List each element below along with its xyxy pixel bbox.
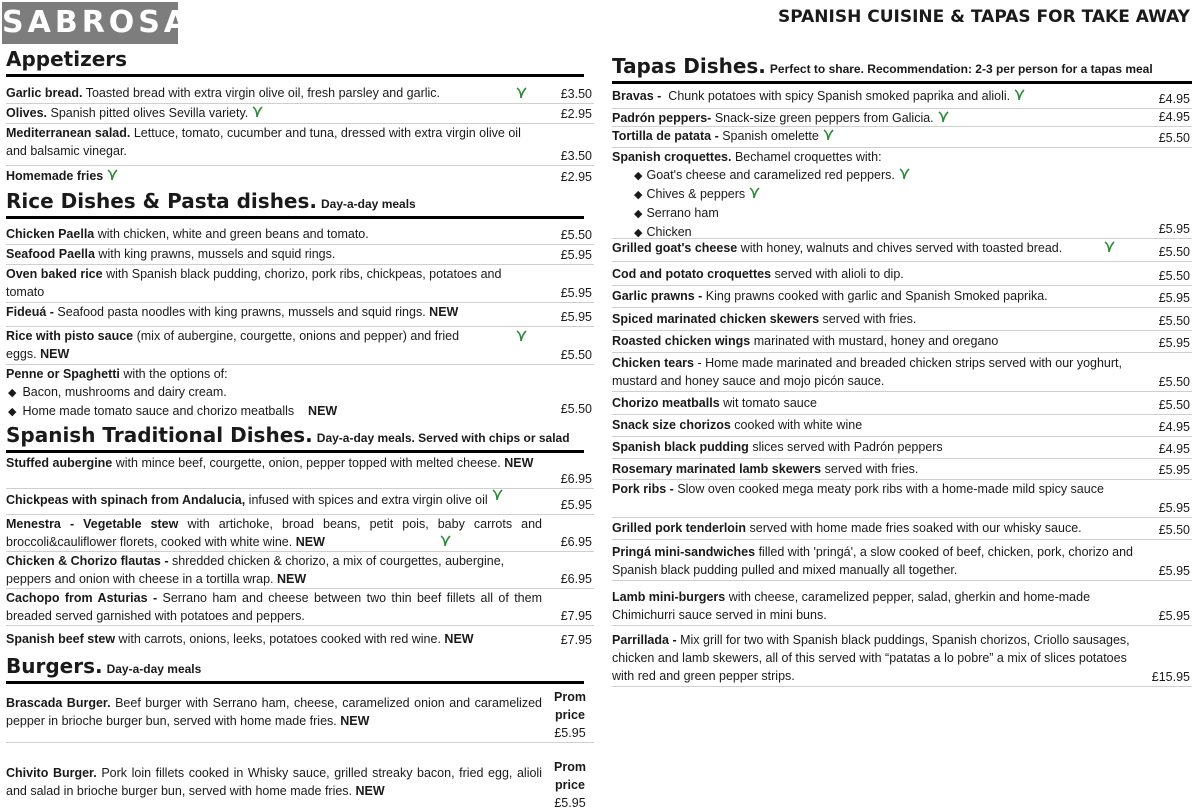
item-desc: Spanish pitted olives Sevilla variety. <box>50 106 249 120</box>
item-price: £5.95 <box>1158 564 1190 578</box>
item-name: Lamb mini-burgers <box>612 590 726 604</box>
leaf-icon <box>748 187 760 199</box>
section-title: Rice Dishes & Pasta dishes. <box>6 189 317 213</box>
leaf-icon <box>439 535 451 547</box>
item-name: Garlic prawns - <box>612 289 703 303</box>
section-subtitle: Day-a-day meals <box>106 662 202 676</box>
item-name: Stuffed aubergine <box>6 456 113 470</box>
section-rice <box>6 188 594 217</box>
item-price: £7.95 <box>560 609 592 623</box>
menu-item <box>6 552 594 589</box>
section-divider <box>6 216 584 219</box>
promo-price: Prom price £5.95 <box>554 690 586 740</box>
item-desc: with the options of: <box>123 367 228 381</box>
item-price: £4.95 <box>1158 420 1190 434</box>
item-name: Homemade fries <box>6 169 104 183</box>
option-item: ◆ Chicken <box>634 225 692 239</box>
item-desc: (mix of aubergine, courgette, onions and pepper) and fried eggs. <box>6 329 460 361</box>
leaf-icon <box>1013 89 1025 101</box>
item-price: £5.95 <box>560 248 592 262</box>
menu-item <box>6 327 594 365</box>
item-desc: Bechamel croquettes with: <box>734 150 882 164</box>
item-price: £5.50 <box>1158 314 1190 328</box>
item-price: £3.50 <box>560 149 592 163</box>
item-name: Rosemary marinated lamb skewers <box>612 462 822 476</box>
section-divider <box>6 450 584 453</box>
item-name: Pringá mini-sandwiches <box>612 545 756 559</box>
new-badge: NEW <box>429 305 459 319</box>
item-desc: with mince beef, courgette, onion, pepper topped with melted cheese. <box>115 456 501 470</box>
section-subtitle: Day-a-day meals <box>321 197 416 211</box>
menu-item <box>6 515 594 552</box>
item-desc: with honey, walnuts and chives served with toasted bread. <box>740 241 1063 255</box>
item-price: £5.50 <box>1158 245 1190 259</box>
item-price: £4.95 <box>1158 442 1190 456</box>
item-name: Spanish beef stew <box>6 632 116 646</box>
item-desc: with carrots, onions, leeks, potatoes cooked with red wine. <box>118 632 441 646</box>
menu-item <box>612 127 1192 148</box>
item-name: Padrón peppers- <box>612 111 712 125</box>
item-name: Cod and potato croquettes <box>612 267 772 281</box>
leaf-icon <box>1103 241 1115 253</box>
leaf-icon <box>937 111 949 123</box>
section-title: Appetizers <box>6 47 128 71</box>
item-name: Grilled pork tenderloin <box>612 521 747 535</box>
section-tapas <box>612 53 1192 82</box>
item-price: £5.95 <box>1158 501 1190 515</box>
item-name: Rice with pisto sauce <box>6 329 134 343</box>
item-name: Roasted chicken wings <box>612 334 751 348</box>
item-price: £5.50 <box>560 402 592 416</box>
item-price: £5.50 <box>1158 523 1190 537</box>
leaf-icon <box>251 106 263 118</box>
item-price: £2.95 <box>560 107 592 121</box>
item-price: £5.50 <box>1158 131 1190 145</box>
section-traditional <box>6 422 594 451</box>
section-title: Burgers. <box>6 654 103 678</box>
item-price: £4.95 <box>1158 110 1190 124</box>
item-desc: marinated with mustard, honey and oregano <box>753 334 999 348</box>
new-badge: NEW <box>277 572 307 586</box>
promo-price: Prom price £5.95 <box>554 760 586 810</box>
item-name: Grilled goat's cheese <box>612 241 738 255</box>
item-name: Oven baked rice <box>6 267 103 281</box>
item-desc: with artichoke, broad beans, petit pois, baby carrots and broccoli&cauliflower florets, cooked with white wine. <box>6 517 542 549</box>
menu-item <box>612 87 1192 109</box>
item-price: £4.95 <box>1158 92 1190 106</box>
item-desc: with cheese, caramelized pepper, salad, gherkin and home-made Chimichurri sauce served in mini buns. <box>612 590 1091 622</box>
item-name: Chorizo meatballs <box>612 396 720 410</box>
item-price: £5.95 <box>554 796 586 810</box>
item-desc: Toasted bread with extra virgin olive oil, fresh parsley and garlic. <box>85 86 441 100</box>
new-badge: NEW <box>355 784 385 798</box>
item-name: Menestra - Vegetable stew <box>6 517 179 531</box>
item-desc: Slow oven cooked mega meaty pork ribs with a home-made mild spicy sauce <box>677 482 1104 496</box>
item-desc: Beef burger with Serrano ham, cheese, caramelized onion and caramelized pepper in brioche burger bun, served with home made fries. <box>6 696 542 728</box>
section-appetizers <box>6 46 594 72</box>
section-burgers <box>6 653 594 682</box>
item-desc: wit tomato sauce <box>723 396 817 410</box>
menu-item <box>612 519 1192 540</box>
menu-item <box>6 455 594 489</box>
item-price: £5.50 <box>560 348 592 362</box>
section-divider <box>6 681 584 684</box>
item-name: Chicken tears <box>612 356 694 370</box>
item-name: Penne or Spaghetti <box>6 367 120 381</box>
item-name: Fideuá - <box>6 305 54 319</box>
item-price: £5.95 <box>1158 222 1190 236</box>
item-desc: Snack-size green peppers from Galicia. <box>714 111 934 125</box>
item-price: £5.95 <box>1158 609 1190 623</box>
menu-item <box>6 167 594 186</box>
item-name: Spanish black pudding <box>612 440 749 454</box>
new-badge: NEW <box>340 714 370 728</box>
new-badge: NEW <box>308 404 338 418</box>
menu-item <box>6 225 594 245</box>
item-desc: with chicken, white and green beans and tomato. <box>97 227 369 241</box>
item-price: £5.95 <box>1158 336 1190 350</box>
menu-item <box>6 104 594 124</box>
item-name: Chickpeas with spinach from Andalucia, <box>6 493 246 507</box>
section-title: Spanish Traditional Dishes. <box>6 423 313 447</box>
item-name: Spiced marinated chicken skewers <box>612 312 820 326</box>
menu-item <box>6 303 594 327</box>
item-desc: served with fries. <box>824 462 919 476</box>
item-price: £5.95 <box>1158 463 1190 477</box>
menu-item <box>612 310 1192 331</box>
menu-item <box>612 265 1192 286</box>
item-name: Snack size chorizos <box>612 418 731 432</box>
item-desc: Chunk potatoes with spicy Spanish smoked paprika and alioli. <box>668 89 1011 103</box>
leaf-icon <box>515 330 527 342</box>
leaf-icon <box>106 169 118 181</box>
section-subtitle: Perfect to share. Recommendation: 2-3 per person for a tapas meal <box>769 62 1153 76</box>
item-desc: - Home made marinated and breaded chicken strips served with our yoghurt, mustard and honey sauce and mojo picón sauce. <box>612 356 1122 388</box>
item-desc: Lettuce, tomato, cucumber and tuna, dressed with extra virgin olive oil and balsamic vinegar. <box>6 126 521 158</box>
new-badge: NEW <box>40 347 70 361</box>
item-desc: cooked with white wine <box>734 418 863 432</box>
item-desc: Serrano ham and cheese between two thin beef fillets all of them breaded served garnished with potatoes and peppers. <box>6 591 543 623</box>
item-desc: Seafood pasta noodles with king prawns, mussels and squid rings. <box>57 305 426 319</box>
item-desc: filled with 'pringá', a slow cooked of beef, chicken, pork, chorizo and Spanish black pudding pulled and mixed manually all together. <box>612 545 1133 577</box>
item-name: Olives. <box>6 106 47 120</box>
item-price: £5.50 <box>1158 398 1190 412</box>
page-tagline: SPANISH CUISINE & TAPAS FOR TAKE AWAY <box>777 7 1190 27</box>
item-price: £5.50 <box>560 228 592 242</box>
item-desc: shredded chicken & chorizo, a mix of courgettes, aubergine, peppers and onion with cheese in a tortilla wrap. <box>6 554 505 586</box>
item-name: Pork ribs - <box>612 482 674 496</box>
menu-item <box>612 480 1192 518</box>
item-desc: with Spanish black pudding, chorizo, pork ribs, chickpeas, potatoes and tomato <box>6 267 502 299</box>
menu-item <box>6 630 594 649</box>
new-badge: NEW <box>295 535 325 549</box>
item-name: Seafood Paella <box>6 247 95 261</box>
item-name: Chicken Paella <box>6 227 95 241</box>
item-price: £6.95 <box>560 572 592 586</box>
leaf-icon <box>822 129 834 141</box>
new-badge: NEW <box>444 632 474 646</box>
leaf-icon <box>515 87 527 99</box>
item-desc: Pork loin fillets cooked in Whisky sauce, grilled streaky bacon, fried egg, alioli and salad in brioche burger bun, served with home made fries. <box>6 766 542 798</box>
item-price: £5.95 <box>1158 291 1190 305</box>
option-item: ◆ Chives & peppers <box>612 185 1192 204</box>
menu-item <box>612 354 1192 392</box>
menu-item <box>612 416 1192 437</box>
menu-item <box>6 245 594 265</box>
menu-item <box>6 365 594 418</box>
item-desc: King prawns cooked with garlic and Spanish Smoked paprika. <box>705 289 1048 303</box>
menu-item <box>612 631 1192 687</box>
item-desc: infused with spices and extra virgin olive oil <box>248 493 488 507</box>
item-name: Chivito Burger. <box>6 766 97 780</box>
section-title: Tapas Dishes. <box>612 54 766 78</box>
option-item: ◆ Goat's cheese and caramelized red peppers. <box>612 166 1192 185</box>
item-name: Garlic bread. <box>6 86 83 100</box>
item-price: £5.50 <box>1158 375 1190 389</box>
menu-item <box>612 438 1192 459</box>
item-desc: Spanish omelette <box>722 129 819 143</box>
item-price: £6.95 <box>560 472 592 486</box>
item-name: Mediterranean salad. <box>6 126 131 140</box>
item-price: £5.95 <box>560 498 592 512</box>
menu-item <box>6 688 594 743</box>
menu-item <box>612 332 1192 353</box>
section-divider <box>612 81 1192 84</box>
menu-item <box>612 460 1192 480</box>
leaf-icon <box>491 489 503 501</box>
brand-logo: SABROSA <box>2 2 178 44</box>
menu-item <box>612 588 1192 626</box>
item-desc: served with alioli to dip. <box>774 267 904 281</box>
menu-item <box>612 239 1192 262</box>
item-price: £7.95 <box>560 633 592 647</box>
section-subtitle: Day-a-day meals. Served with chips or salad <box>316 431 570 445</box>
menu-item <box>612 543 1192 581</box>
item-name: Bravas - <box>612 89 662 103</box>
item-name: Cachopo from Asturias - <box>6 591 158 605</box>
item-desc: Mix grill for two with Spanish black puddings, Spanish chorizos, Criollo sausages, chicken and lamb skewers, all of this served with “patatas a lo pobre” a mix of slices potatoes with red and green pepper strips. <box>612 633 1130 683</box>
new-badge: NEW <box>504 456 534 470</box>
option-item: ◆ Bacon, mushrooms and dairy cream. <box>8 385 227 399</box>
item-price: £3.50 <box>560 87 592 101</box>
menu-item <box>6 589 594 626</box>
leaf-icon <box>898 168 910 180</box>
item-name: Spanish croquettes. <box>612 150 732 164</box>
item-price: £6.95 <box>560 535 592 549</box>
item-price: £5.95 <box>554 726 586 740</box>
option-item: ◆ Home made tomato sauce and chorizo meatballs NEW <box>8 404 338 418</box>
item-name: Chicken & Chorizo flautas - <box>6 554 169 568</box>
item-price: £2.95 <box>560 170 592 184</box>
item-price: £15.95 <box>1151 670 1190 684</box>
menu-item <box>6 758 594 812</box>
menu-item <box>612 287 1192 308</box>
menu-item <box>6 124 594 166</box>
menu-item <box>6 489 594 515</box>
menu-item <box>6 84 594 104</box>
item-desc: served with home made fries soaked with our whisky sauce. <box>749 521 1082 535</box>
option-item: ◆ Serrano ham <box>634 206 719 220</box>
menu-item <box>612 109 1192 127</box>
menu-item <box>6 265 594 303</box>
section-divider <box>6 74 584 77</box>
item-name: Tortilla de patata - <box>612 129 719 143</box>
menu-item <box>612 148 1192 239</box>
item-price: £5.50 <box>1158 269 1190 283</box>
item-desc: with king prawns, mussels and squid rings. <box>98 247 336 261</box>
item-desc: served with fries. <box>822 312 917 326</box>
menu-item <box>612 394 1192 415</box>
item-price: £5.95 <box>560 310 592 324</box>
item-desc: slices served with Padrón peppers <box>752 440 943 454</box>
item-name: Brascada Burger. <box>6 696 111 710</box>
item-price: £5.95 <box>560 286 592 300</box>
item-name: Parrillada - <box>612 633 677 647</box>
